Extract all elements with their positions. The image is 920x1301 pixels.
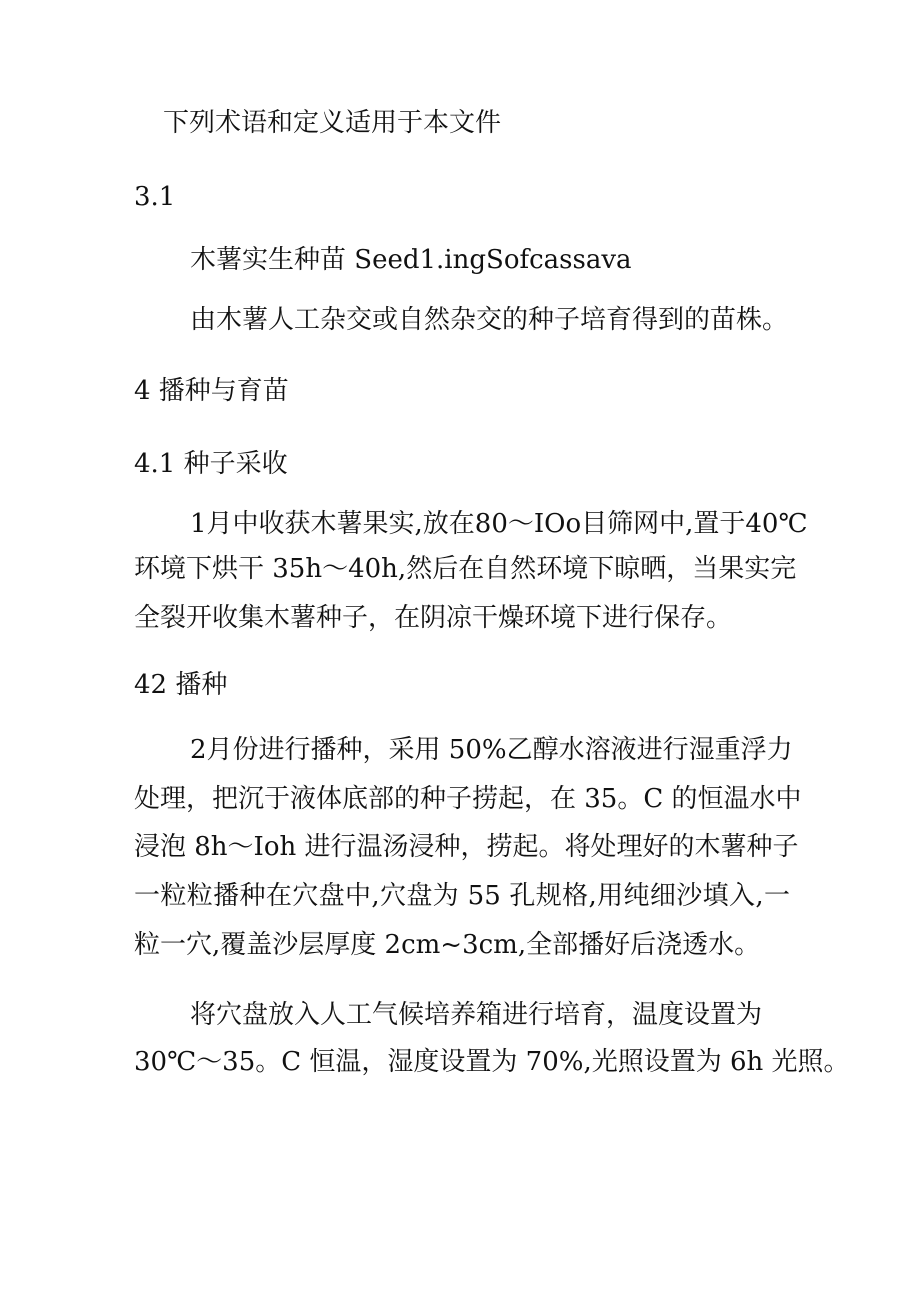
paragraph-line: 浸泡 8h～Ioh 进行温汤浸种，捞起。将处理好的木薯种子 bbox=[134, 832, 799, 862]
paragraph-line: 将穴盘放入人工气候培养箱进行培育，温度设置为 bbox=[190, 1000, 763, 1030]
intro-text: 下列术语和定义适用于本文件 bbox=[163, 108, 502, 138]
paragraph-line: 处理，把沉于液体底部的种子捞起，在 35。C 的恒温水中 bbox=[134, 784, 802, 814]
paragraph-line: 1月中收获木薯果实,放在80～IOo目筛网中,置于40℃ bbox=[190, 509, 808, 539]
paragraph-line: 环境下烘干 35h～40h,然后在自然环境下晾晒，当果实完 bbox=[134, 554, 797, 584]
section-number-3-1: 3.1 bbox=[134, 182, 176, 212]
term-definition: 由木薯人工杂交或自然杂交的种子培育得到的苗株。 bbox=[190, 305, 789, 335]
paragraph-line: 全裂开收集木薯种子，在阴凉干燥环境下进行保存。 bbox=[134, 603, 733, 633]
paragraph-line: 2月份进行播种，采用 50%乙醇水溶液进行湿重浮力 bbox=[190, 735, 793, 765]
paragraph-line: 一粒粒播种在穴盘中,穴盘为 55 孔规格,用纯细沙填入,一 bbox=[134, 881, 790, 911]
paragraph-line: 粒一穴,覆盖沙层厚度 2cm~3cm,全部播好后浇透水。 bbox=[134, 930, 761, 960]
paragraph-line: 30℃～35。C 恒温，湿度设置为 70%,光照设置为 6h 光照。 bbox=[134, 1047, 850, 1077]
section-heading-4-1: 4.1 种子采收 bbox=[134, 449, 288, 479]
section-heading-4-2: 42 播种 bbox=[134, 670, 228, 700]
term-title: 木薯实生种苗 Seed1.ingSofcassava bbox=[190, 245, 632, 275]
section-heading-4: 4 播种与育苗 bbox=[134, 376, 289, 406]
